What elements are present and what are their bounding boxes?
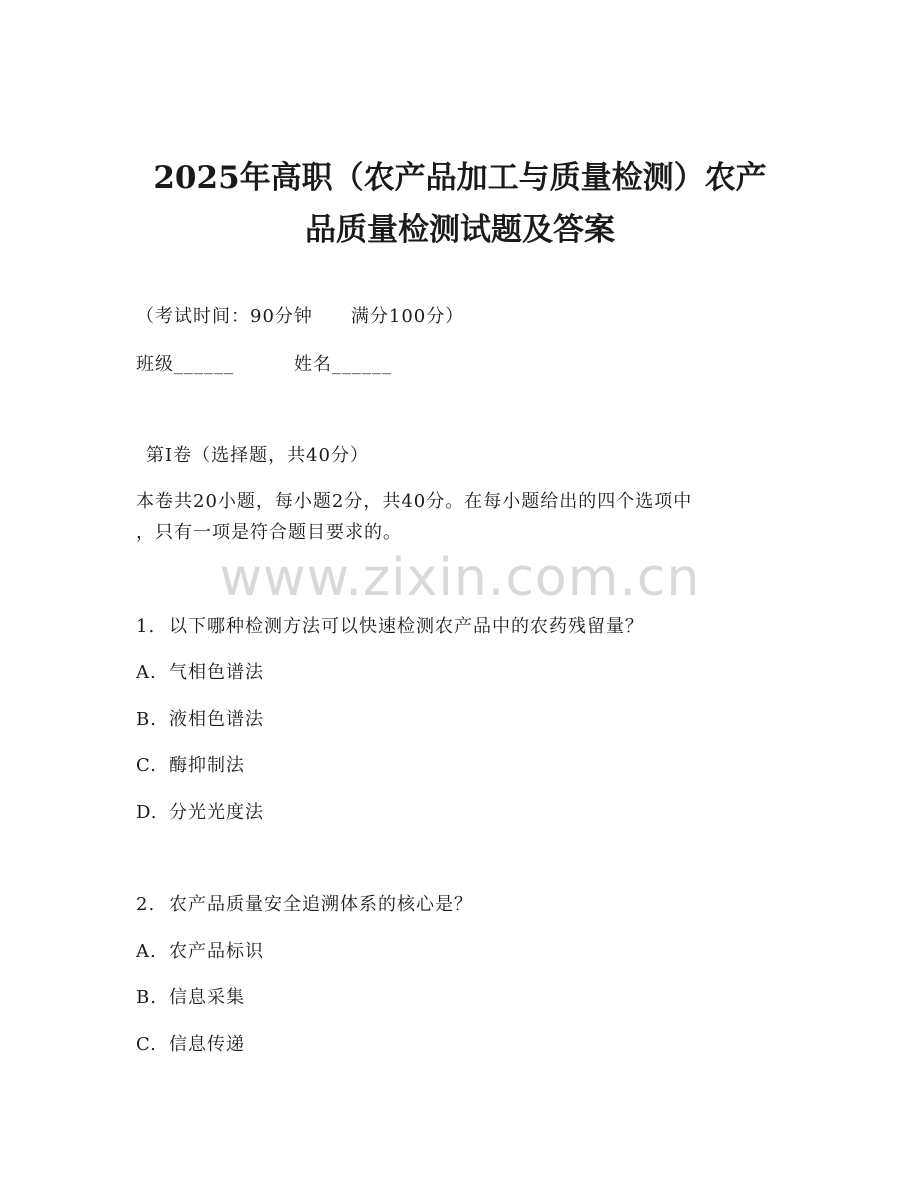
- title-line-1: 2025年高职（农产品加工与质量检测）农产: [153, 160, 767, 196]
- option-text: 酶抑制法: [169, 755, 245, 776]
- instructions-line-1: 本卷共20小题，每小题2分，共40分。在每小题给出的四个选项中: [136, 491, 693, 512]
- option-label: A.: [136, 941, 157, 962]
- option-text: 分光光度法: [169, 802, 264, 823]
- option-label: C.: [136, 1034, 157, 1055]
- option-label: B.: [136, 987, 157, 1008]
- question-number: 1.: [136, 616, 156, 637]
- section-heading: 第Ⅰ卷（选择题，共40分）: [146, 445, 370, 466]
- instructions-line-2: ，只有一项是符合题目要求的。: [136, 522, 402, 543]
- question-1-option-b: [136, 705, 264, 731]
- question-1-option-d: [136, 798, 264, 824]
- title-line-2: 品质量检测试题及答案: [305, 212, 615, 248]
- question-2: [136, 890, 473, 916]
- option-text: 农产品标识: [169, 941, 264, 962]
- option-text: 气相色谱法: [169, 662, 264, 683]
- question-1: [136, 612, 644, 638]
- document-title: [60, 152, 860, 256]
- option-label: D.: [136, 802, 158, 823]
- option-text: 信息采集: [169, 987, 245, 1008]
- question-text: 农产品质量安全追溯体系的核心是？: [169, 894, 473, 915]
- option-label: A.: [136, 662, 157, 683]
- option-label: B.: [136, 709, 157, 730]
- option-label: C.: [136, 755, 157, 776]
- option-text: 信息传递: [169, 1034, 245, 1055]
- question-text: 以下哪种检测方法可以快速检测农产品中的农药残留量？: [169, 616, 644, 637]
- question-1-option-a: [136, 658, 264, 684]
- watermark: www.zixin.com.cn: [219, 548, 701, 608]
- exam-info: （考试时间：90分钟 满分100分）: [136, 306, 465, 327]
- name-field: 姓名______: [294, 354, 392, 375]
- question-2-option-c: [136, 1030, 245, 1056]
- question-1-option-c: [136, 751, 245, 777]
- question-2-option-a: [136, 937, 264, 963]
- option-text: 液相色谱法: [169, 709, 264, 730]
- question-2-option-b: [136, 983, 245, 1009]
- question-number: 2.: [136, 894, 156, 915]
- class-field: 班级______: [136, 354, 234, 375]
